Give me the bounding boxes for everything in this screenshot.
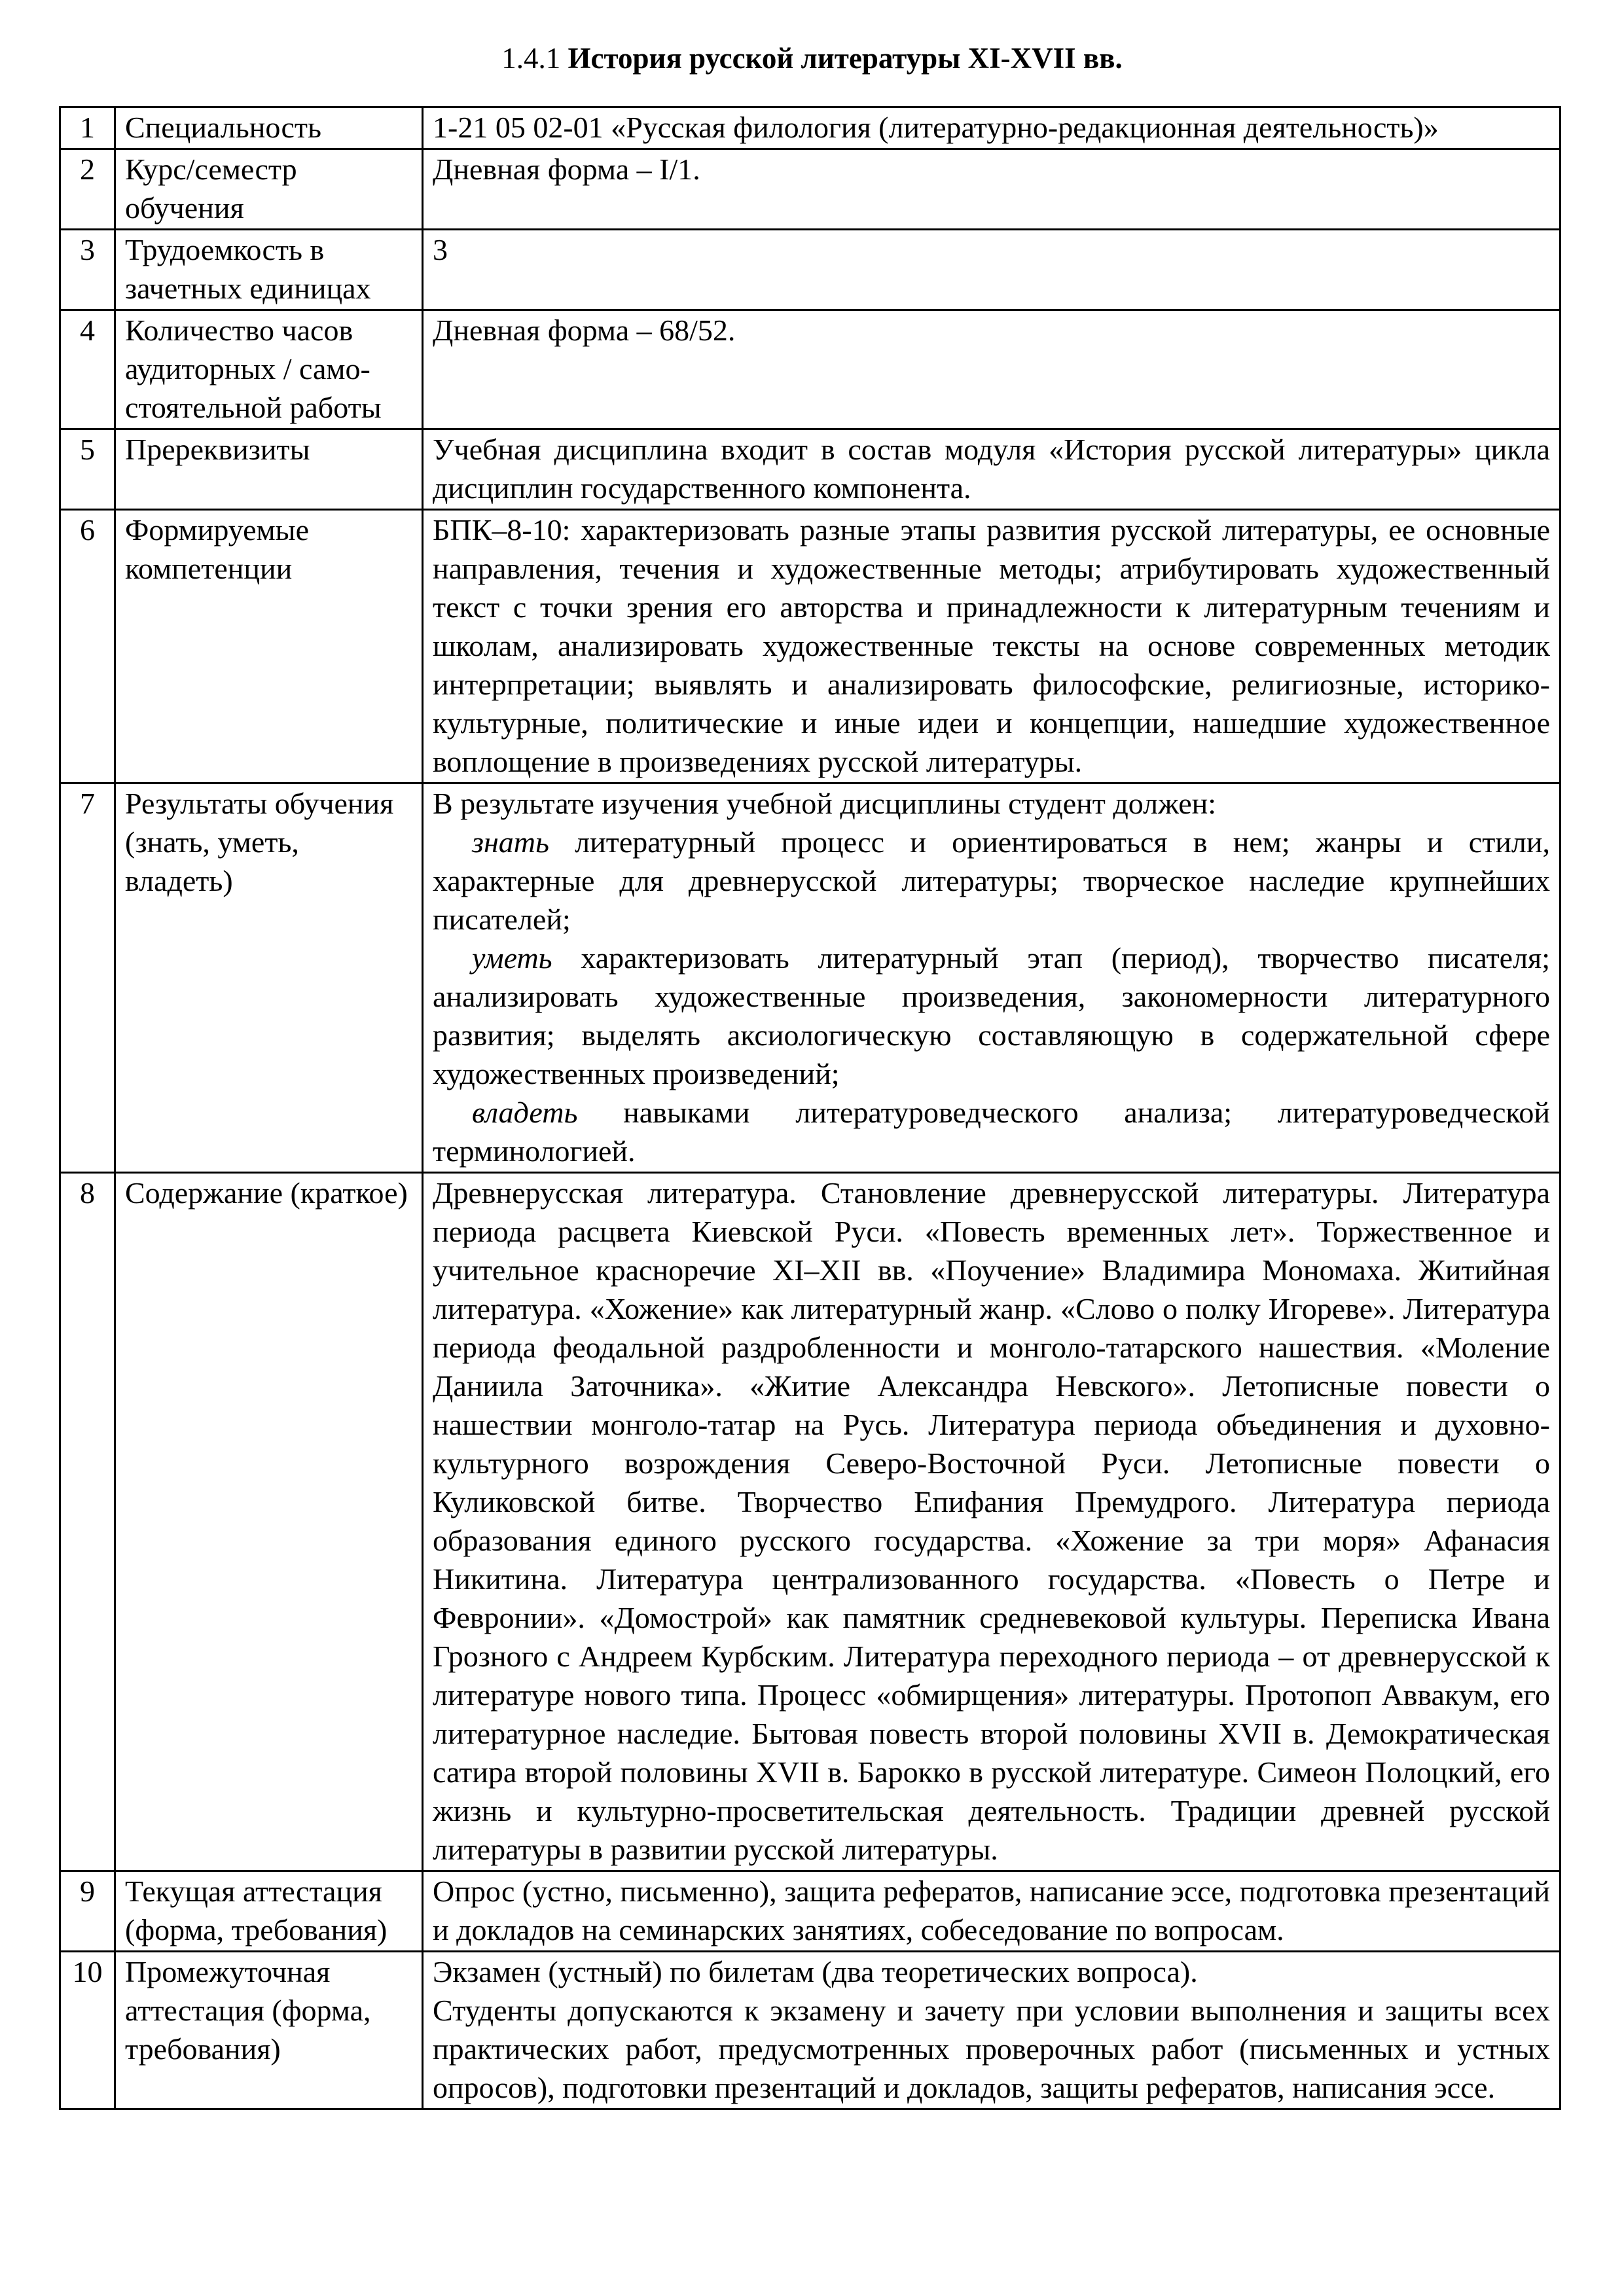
outcome-keyword: владеть bbox=[472, 1096, 578, 1129]
row-label: Специальность bbox=[115, 107, 423, 149]
row-value: Дневная форма – 68/52. bbox=[423, 310, 1561, 429]
table-row bbox=[60, 1871, 1561, 1952]
table-row bbox=[60, 1952, 1561, 2109]
row-label: Содержание (краткое) bbox=[115, 1173, 423, 1871]
outcome-keyword: уметь bbox=[472, 941, 552, 975]
row-number: 7 bbox=[60, 783, 115, 1173]
row-number: 4 bbox=[60, 310, 115, 429]
table-row bbox=[60, 149, 1561, 230]
course-title: История русской литературы XI-XVII вв. bbox=[568, 42, 1123, 75]
outcome-text: литературный процесс и ориентироваться в нем; жанры и стили, характерные для древнерусской литературы; творческое наследие крупнейших писателей; bbox=[433, 825, 1550, 936]
outcome-text: характеризовать литературный этап (период), творчество писателя; анализировать художественные произведения, закономерности литературного развития; выделять аксиологическую составляющую в содержательной сфере художественных произведений; bbox=[433, 941, 1550, 1090]
row-number: 6 bbox=[60, 510, 115, 783]
row-value bbox=[423, 1952, 1561, 2109]
row-value: БПК–8-10: характеризовать разные этапы развития русской литературы, ее основные направления, течения и художественные методы; атрибутировать художественный текст с точки зрения его авторства и принадлежности к литературным течениям и школам, анализировать художественные тексты на основе современных методик интерпретации; выявлять и анализировать философские, религиозные, историко-культурные, политические и иные идеи и концепции, нашедшие художественное воплощение в произведениях русской литературы. bbox=[423, 510, 1561, 783]
row-label: Результаты обучения (знать, уметь, владеть) bbox=[115, 783, 423, 1173]
row-number: 9 bbox=[60, 1871, 115, 1952]
row-label: Формируемые компетенции bbox=[115, 510, 423, 783]
exam-admission-conditions: Студенты допускаются к экзамену и зачету при условии выполнения и защиты всех практических работ, предусмотренных проверочных работ (письменных и устных опросов), подготовки презентаций и докладов, защиты рефератов, написания эссе. bbox=[433, 1994, 1550, 2104]
row-label: Курс/семестр обучения bbox=[115, 149, 423, 230]
outcome-know bbox=[433, 823, 1550, 939]
row-value: Учебная дисциплина входит в состав модуля «История русской литературы» цикла дисциплин государственного компонента. bbox=[423, 429, 1561, 510]
course-description-table bbox=[59, 106, 1561, 2110]
row-number: 1 bbox=[60, 107, 115, 149]
row-value: 3 bbox=[423, 230, 1561, 310]
table-row bbox=[60, 1173, 1561, 1871]
outcome-can bbox=[433, 939, 1550, 1093]
outcome-text: навыками литературоведческого анализа; литературоведческой терминологией. bbox=[433, 1096, 1550, 1168]
row-number: 10 bbox=[60, 1952, 115, 2109]
section-number: 1.4.1 bbox=[501, 42, 561, 75]
row-label: Количество часов аудиторных / само-стоятельной работы bbox=[115, 310, 423, 429]
row-label: Промежуточная аттестация (форма, требования) bbox=[115, 1952, 423, 2109]
row-label: Трудоемкость в зачетных единицах bbox=[115, 230, 423, 310]
row-value: Опрос (устно, письменно), защита рефератов, написание эссе, подготовка презентаций и докладов на семинарских занятиях, собеседование по вопросам. bbox=[423, 1871, 1561, 1952]
row-value: Дневная форма – I/1. bbox=[423, 149, 1561, 230]
table-row bbox=[60, 429, 1561, 510]
row-number: 2 bbox=[60, 149, 115, 230]
row-label: Пререквизиты bbox=[115, 429, 423, 510]
row-value: 1-21 05 02-01 «Русская филология (литературно-редакционная деятельность)» bbox=[423, 107, 1561, 149]
row-number: 3 bbox=[60, 230, 115, 310]
row-value: Древнерусская литература. Становление древнерусской литературы. Литература периода расцвета Киевской Руси. «Повесть временных лет». Торжественное и учительное красноречие XI–XII вв. «Поучение» Владимира Мономаха. Житийная литература. «Хожение» как литературный жанр. «Слово о полку Игореве». Литература периода феодальной раздробленности и монголо-татарского нашествия. «Моление Даниила Заточника». «Житие Александра Невского». Летописные повести о нашествии монголо-татар на Русь. Литература периода объединения и духовно-культурного возрождения Северо-Восточной Руси. Летописные повести о Куликовской битве. Творчество Епифания Премудрого. Литература периода образования единого русского государства. «Хожение за три моря» Афанасия Никитина. Литература централизованного государства. «Повесть о Петре и Февронии». «Домострой» как памятник средневековой культуры. Переписка Ивана Грозного с Андреем Курбским. Литература переходного периода – от древнерусской к литературе нового типа. Процесс «обмирщения» литературы. Протопоп Аввакум, его литературное наследие. Бытовая повесть второй половины XVII в. Демократическая сатира второй половины XVII в. Барокко в русской литературе. Симеон Полоцкий, его жизнь и культурно-просветительская деятельность. Традиции древней русской литературы в развитии русской литературы. bbox=[423, 1173, 1561, 1871]
row-number: 5 bbox=[60, 429, 115, 510]
table-row bbox=[60, 510, 1561, 783]
document-title bbox=[0, 41, 1624, 76]
table-row bbox=[60, 783, 1561, 1173]
table-row bbox=[60, 230, 1561, 310]
outcome-master bbox=[433, 1093, 1550, 1170]
exam-format: Экзамен (устный) по билетам (два теоретических вопроса). bbox=[433, 1955, 1198, 1988]
learning-outcomes-intro: В результате изучения учебной дисциплины студент должен: bbox=[433, 787, 1217, 820]
outcome-keyword: знать bbox=[472, 825, 549, 859]
table-row bbox=[60, 310, 1561, 429]
row-value bbox=[423, 783, 1561, 1173]
table-row bbox=[60, 107, 1561, 149]
row-number: 8 bbox=[60, 1173, 115, 1871]
row-label: Текущая аттестация (форма, требования) bbox=[115, 1871, 423, 1952]
